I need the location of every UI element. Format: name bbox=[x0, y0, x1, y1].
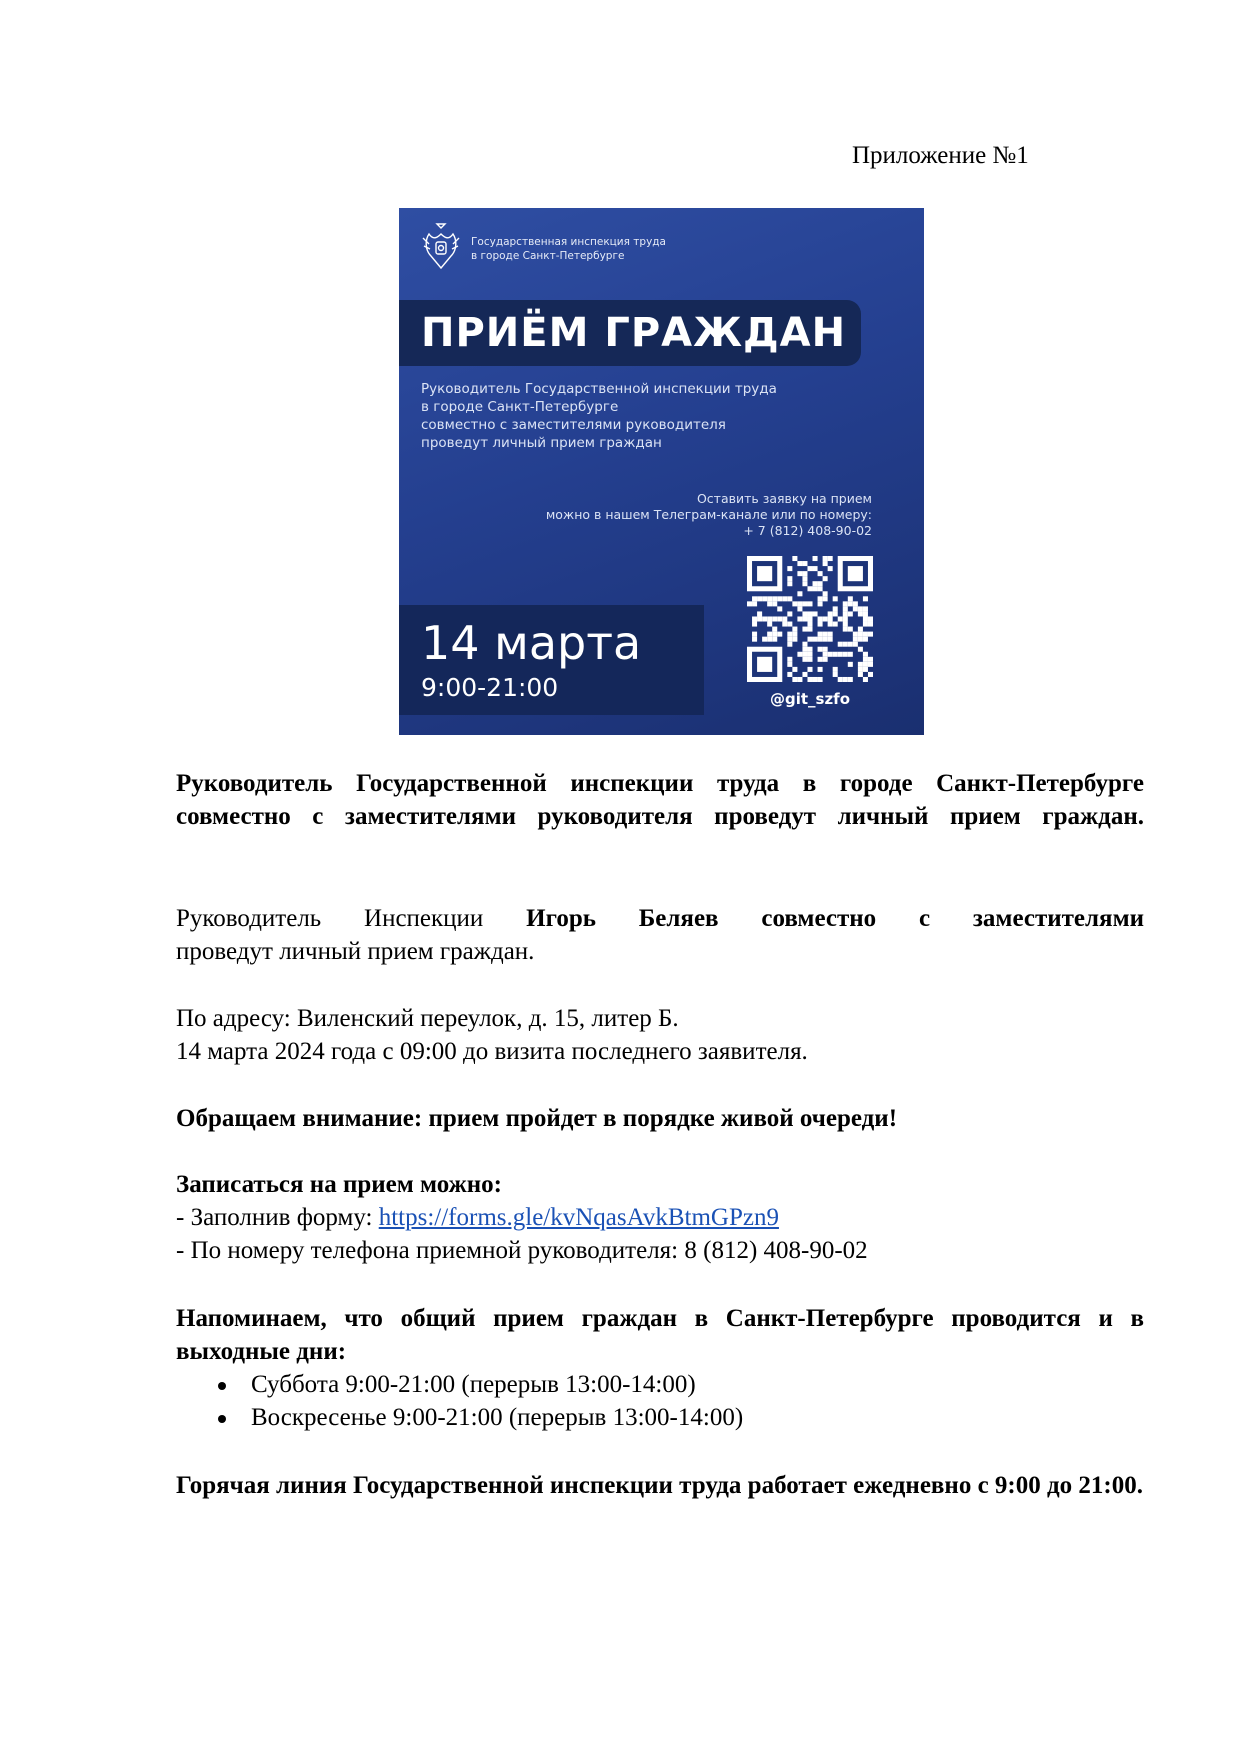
poster-date-band bbox=[399, 605, 704, 715]
signup-phone-line: - По номеру телефона приемной руководителя: 8 (812) 408-90-02 bbox=[176, 1237, 868, 1264]
para-head-suffix: проведут личный прием граждан. bbox=[176, 938, 535, 965]
poster-title-band bbox=[399, 300, 861, 366]
poster-image bbox=[399, 208, 924, 735]
poster-telegram-handle: @git_szfo bbox=[769, 690, 851, 708]
date-line: 14 марта 2024 года с 09:00 до визита последнего заявителя. bbox=[176, 1038, 808, 1065]
list-item: Суббота 9:00-21:00 (перерыв 13:00-14:00) bbox=[176, 1368, 743, 1401]
signup-form-link[interactable]: https://forms.gle/kvNqasAvkBtmGPzn9 bbox=[378, 1204, 779, 1231]
poster-org-line: в городе Санкт-Петербурге bbox=[471, 250, 625, 262]
para-head bbox=[176, 902, 1144, 935]
poster-time: 9:00-21:00 bbox=[421, 673, 559, 702]
coat-of-arms-icon bbox=[421, 222, 461, 272]
signup-form-line bbox=[176, 1201, 1144, 1234]
annex-label: Приложение №1 bbox=[852, 142, 1029, 169]
head-name: Игорь Беляев совместно с заместителями bbox=[526, 905, 1144, 932]
poster-org-line: Государственная инспекция труда bbox=[471, 236, 666, 248]
poster-apply-line: можно в нашем Телеграм-канале или по номеру: bbox=[545, 507, 872, 522]
signup-form-prefix: - Заполнив форму: bbox=[176, 1204, 379, 1231]
para-head-prefix: Руководитель Инспекции bbox=[176, 905, 527, 932]
hotline-note: Горячая линия Государственной инспекции труда работает ежедневно с 9:00 до 21:00. bbox=[176, 1472, 1143, 1499]
list-item: Воскресенье 9:00-21:00 (перерыв 13:00-14:00) bbox=[176, 1401, 743, 1434]
poster-org-name bbox=[471, 235, 666, 263]
heading bbox=[176, 767, 1144, 833]
weekend-title: Напоминаем, что общий прием граждан в Санкт-Петербурге проводится и в выходные дни: bbox=[176, 1305, 1144, 1365]
poster-desc-line: в городе Санкт-Петербурге bbox=[421, 399, 619, 415]
poster-desc-line: Руководитель Государственной инспекции труда bbox=[421, 381, 777, 397]
poster-apply-line: Оставить заявку на прием bbox=[696, 491, 872, 506]
poster-date: 14 марта bbox=[421, 616, 642, 670]
poster-desc-line: проведут личный прием граждан bbox=[421, 435, 662, 451]
poster-apply-line: + 7 (812) 408-90-02 bbox=[743, 523, 872, 538]
signup-title: Записаться на прием можно: bbox=[176, 1171, 502, 1198]
weekend-list bbox=[176, 1368, 743, 1434]
address-line: По адресу: Виленский переулок, д. 15, литер Б. bbox=[176, 1005, 679, 1032]
attention-note: Обращаем внимание: прием пройдет в порядке живой очереди! bbox=[176, 1105, 898, 1132]
poster-apply-info bbox=[546, 491, 872, 539]
qr-code-icon bbox=[747, 556, 873, 682]
poster-title: ПРИЁМ ГРАЖДАН bbox=[421, 310, 847, 356]
poster-description bbox=[421, 380, 777, 452]
poster-desc-line: совместно с заместителями руководителя bbox=[421, 417, 726, 433]
heading-text: Руководитель Государственной инспекции труда в городе Санкт-Петербурге совместно с заместителями руководителя проведут личный прием граждан. bbox=[176, 770, 1144, 830]
